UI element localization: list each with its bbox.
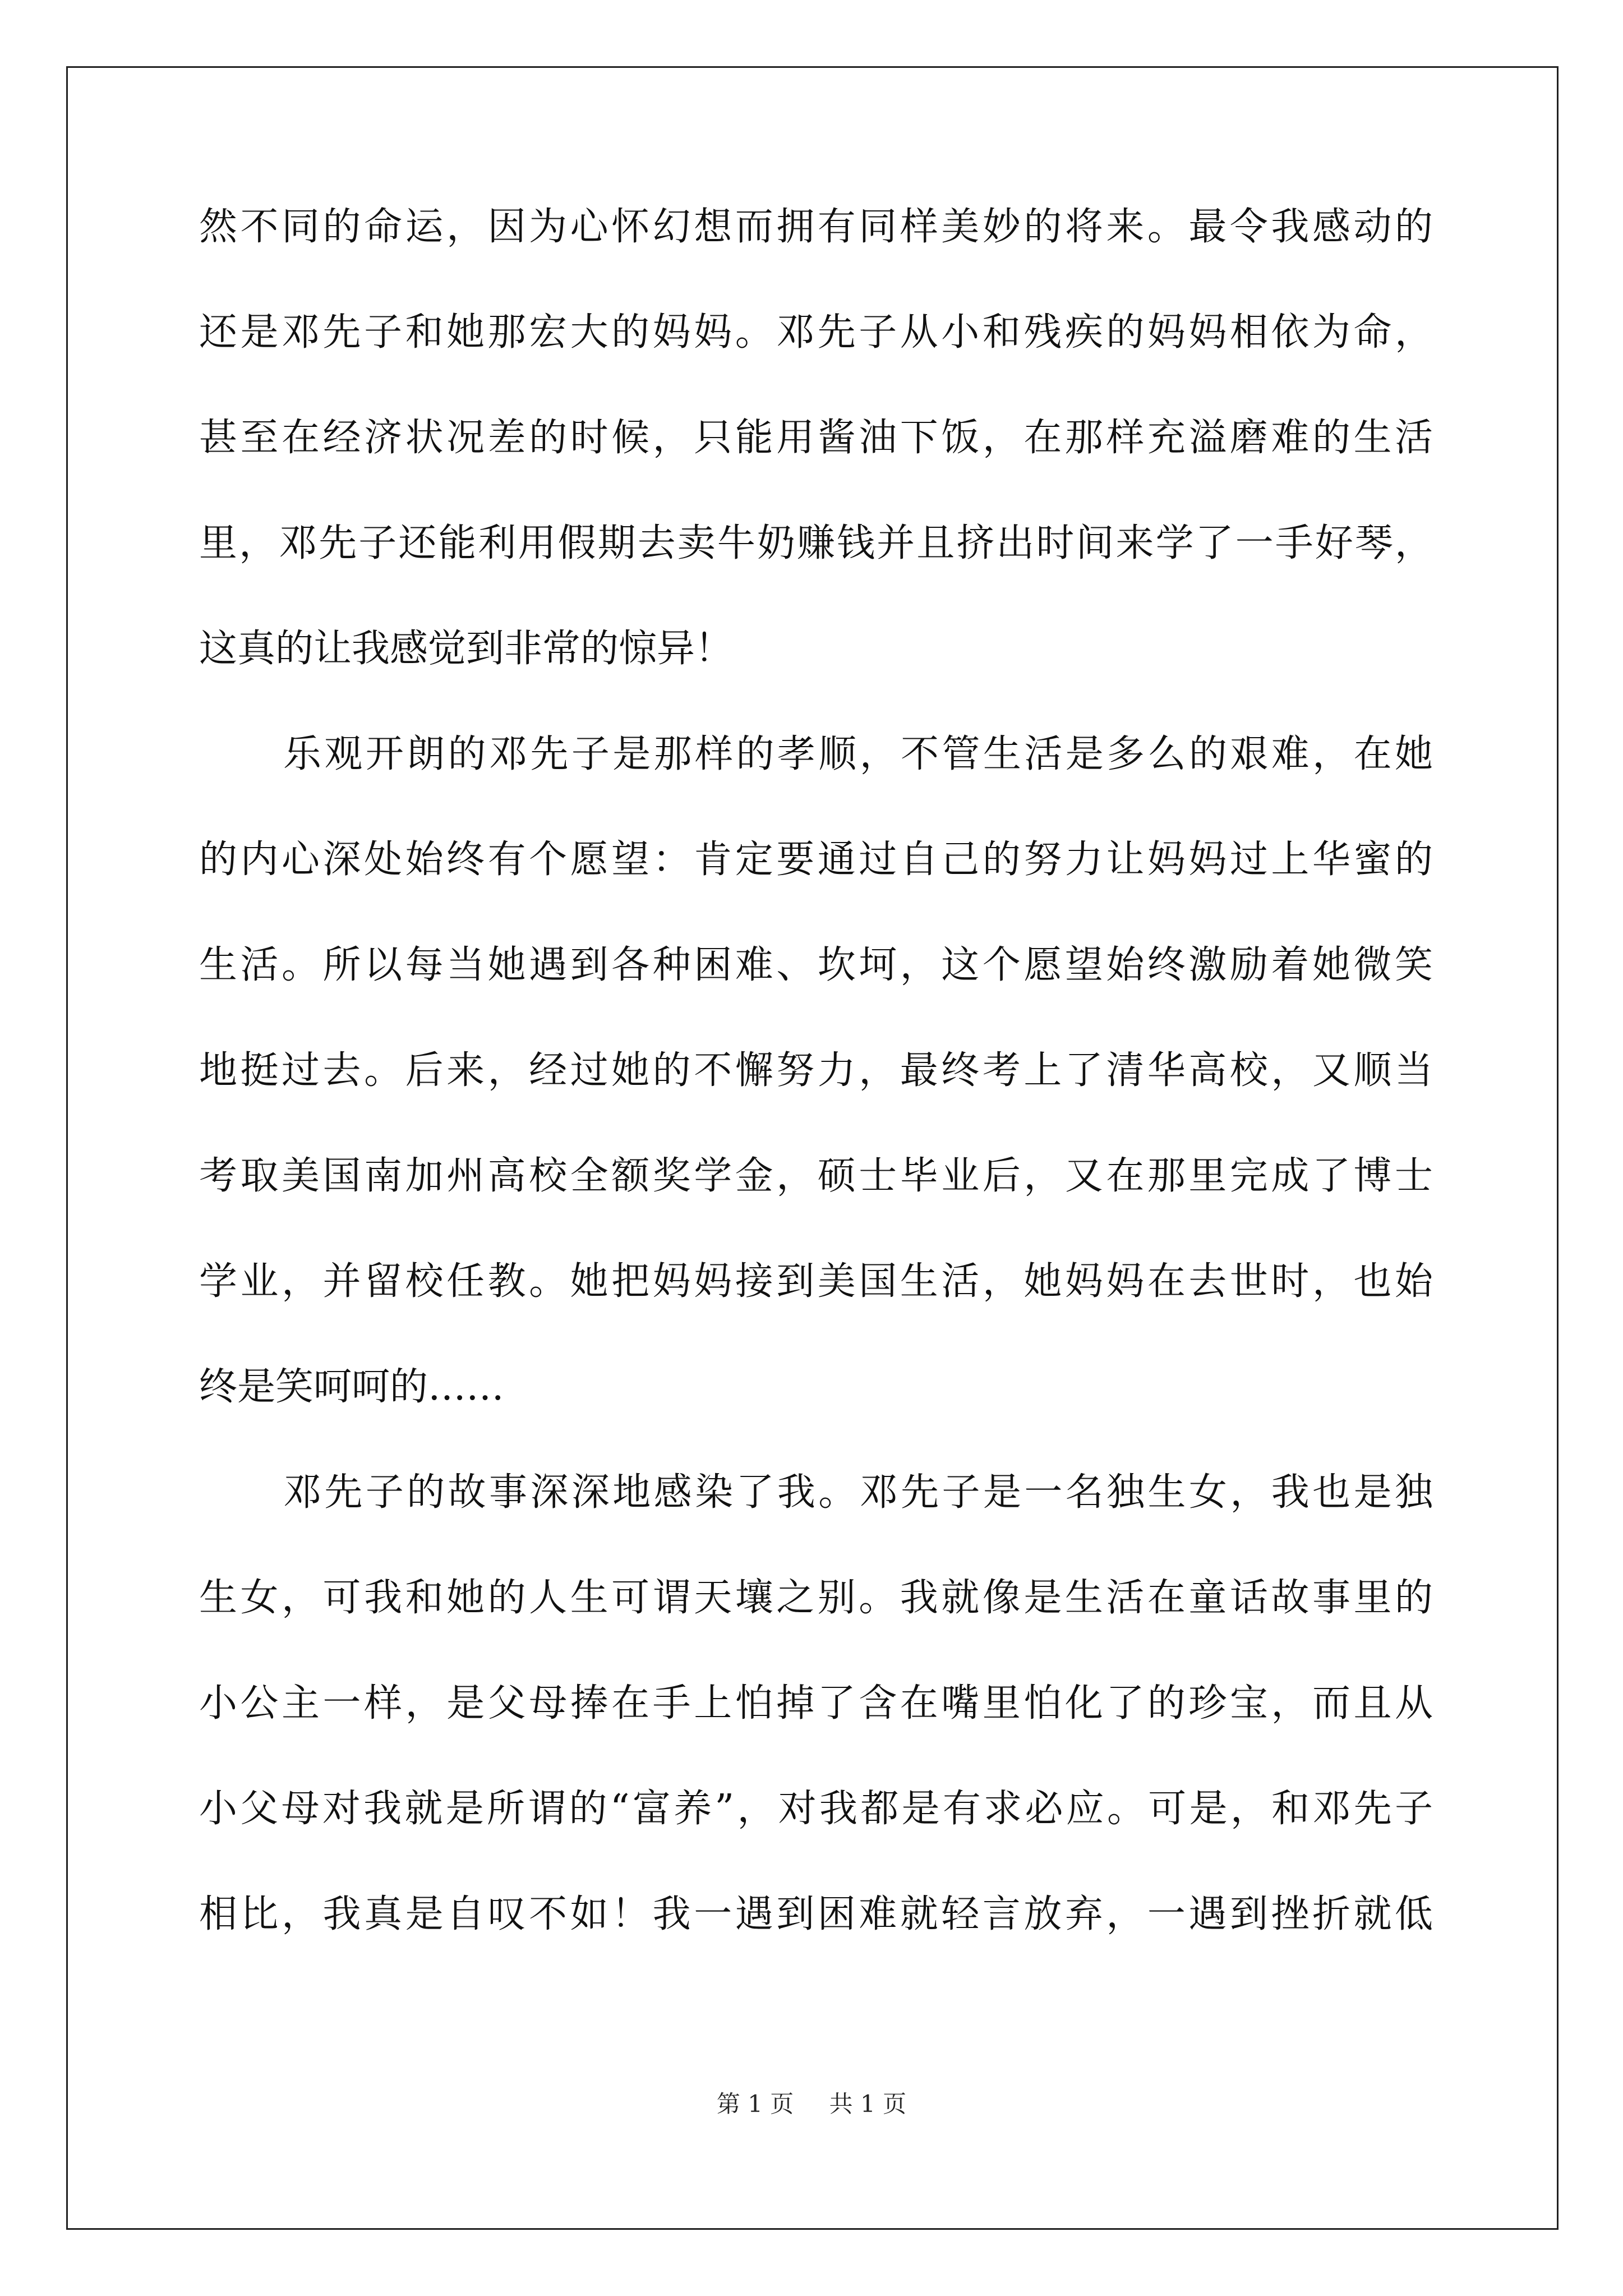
text-line: 地挺过去。后来，经过她的不懈努力，最终考上了清华高校，又顺当	[199, 1048, 1433, 1093]
text-line: 小公主一样，是父母捧在手上怕掉了含在嘴里怕化了的珍宝，而且从	[199, 1681, 1433, 1726]
page-total: 共 1 页	[829, 2090, 907, 2118]
text-line: 相比，我真是自叹不如！我一遇到困难就轻言放弃，一遇到挫折就低	[199, 1892, 1433, 1936]
text-line: 这真的让我感觉到非常的惊异！	[199, 627, 734, 671]
text-line: 然不同的命运，因为心怀幻想而拥有同样美妙的将来。最令我感动的	[199, 205, 1433, 249]
text-line: 小父母对我就是所谓的“富养”，对我都是有求必应。可是，和邓先子	[199, 1787, 1433, 1831]
text-line: 甚至在经济状况差的时候，只能用酱油下饭，在那样充溢磨难的生活	[199, 416, 1433, 460]
document-body	[199, 205, 1433, 2000]
page-number: 第 1 页	[716, 2090, 794, 2118]
text-line: 终是笑呵呵的……	[199, 1365, 505, 1409]
paragraph-first-line: 邓先子的故事深深地感染了我。邓先子是一名独生女，我也是独	[283, 1470, 1433, 1515]
paragraph-first-line: 乐观开朗的邓先子是那样的孝顺，不管生活是多么的艰难，在她	[283, 732, 1433, 776]
text-line: 里，邓先子还能利用假期去卖牛奶赚钱并且挤出时间来学了一手好琴，	[199, 521, 1433, 565]
text-line: 考取美国南加州高校全额奖学金，硕士毕业后，又在那里完成了博士	[199, 1154, 1433, 1198]
page-footer	[0, 2086, 1623, 2119]
text-line: 生活。所以每当她遇到各种困难、坎坷，这个愿望始终激励着她微笑	[199, 943, 1433, 987]
text-line: 还是邓先子和她那宏大的妈妈。邓先子从小和残疾的妈妈相依为命，	[199, 310, 1433, 355]
text-line: 学业，并留校任教。她把妈妈接到美国生活，她妈妈在去世时，也始	[199, 1259, 1433, 1304]
text-line: 生女，可我和她的人生可谓天壤之别。我就像是生活在童话故事里的	[199, 1576, 1433, 1620]
text-line: 的内心深处始终有个愿望：肯定要通过自己的努力让妈妈过上华蜜的	[199, 838, 1433, 882]
